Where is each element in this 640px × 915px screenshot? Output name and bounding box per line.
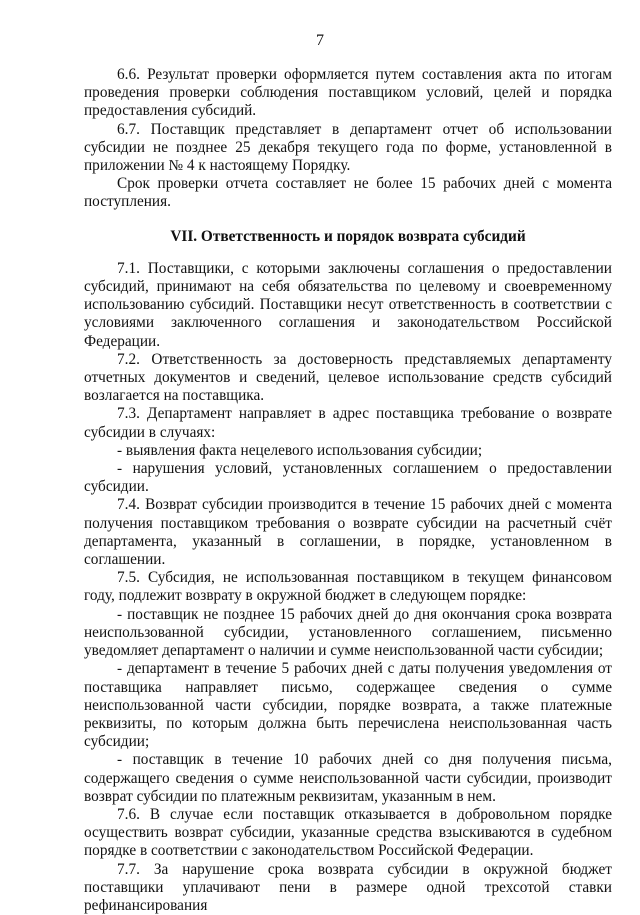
list-item-refund: - поставщик в течение 10 рабочих дней со дня получения письма, содержащего сведения о сумме неиспользованной части субсидии, производит возврат субсидии по платежным реквизитам, указанным в нем. — [84, 751, 612, 805]
paragraph-7-4: 7.4. Возврат субсидии производится в течение 15 рабочих дней с момента получения поставщиком требования о возврате субсидии на расчетный счёт департамента, указанный в соглашении, в порядке, установленном в соглашении. — [84, 496, 612, 569]
list-item-department-letter: - департамент в течение 5 рабочих дней с даты получения уведомления от поставщика направляет письмо, содержащее сведения о сумме неиспользованной части субсидии, порядке возврата, а также платежные реквизиты, по которым должна быть перечислена неиспользованная часть субсидии; — [84, 660, 612, 751]
document-body — [84, 66, 612, 915]
paragraph-7-7: 7.7. За нарушение срока возврата субсидии в окружной бюджет поставщики уплачивают пени в размере одной трехсотой ставки рефинансирования — [84, 860, 612, 914]
page-number: 7 — [316, 32, 324, 49]
paragraph-7-2: 7.2. Ответственность за достоверность представляемых департаменту отчетных документов и сведений, целевое использование средств субсидий возлагается на поставщика. — [84, 350, 612, 405]
list-item-violation: - нарушения условий, установленных соглашением о предоставлении субсидии. — [84, 460, 612, 496]
paragraph-7-1: 7.1. Поставщики, с которыми заключены соглашения о предоставлении субсидий, принимают на себя обязательства по целевому и своевременному использованию субсидий. Поставщики несут ответственность в соответствии с условиями заключенного соглашения и законодательством Российской Федерации. — [84, 259, 612, 350]
paragraph-7-5: 7.5. Субсидия, не использованная поставщиком в текущем финансовом году, подлежит возврату в окружной бюджет в следующем порядке: — [84, 569, 612, 605]
paragraph-check-term: Срок проверки отчета составляет не более 15 рабочих дней с момента поступления. — [84, 175, 612, 211]
paragraph-7-3: 7.3. Департамент направляет в адрес поставщика требование о возврате субсидии в случаях: — [84, 405, 612, 441]
list-item-notify: - поставщик не позднее 15 рабочих дней до дня окончания срока возврата неиспользованной субсидии, установленного соглашением, письменно уведомляет департамент о наличии и сумме неиспользованной части субсидии; — [84, 605, 612, 660]
section-heading: VII. Ответственность и порядок возврата субсидий — [170, 227, 526, 245]
list-item-misuse: - выявления факта нецелевого использования субсидии; — [117, 441, 483, 459]
paragraph-6-6: 6.6. Результат проверки оформляется путем составления акта по итогам проведения проверки соблюдения поставщиком условий, целей и порядка предоставления субсидий. — [84, 66, 612, 120]
paragraph-6-7: 6.7. Поставщик представляет в департамент отчет об использовании субсидии не позднее 25 декабря текущего года по форме, установленной в приложении № 4 к настоящему Порядку. — [84, 120, 612, 175]
paragraph-7-6: 7.6. В случае если поставщик отказывается в добровольном порядке осуществить возврат субсидии, указанные средства взыскиваются в судебном порядке в соответствии с законодательством Российской Федерации. — [84, 805, 612, 860]
